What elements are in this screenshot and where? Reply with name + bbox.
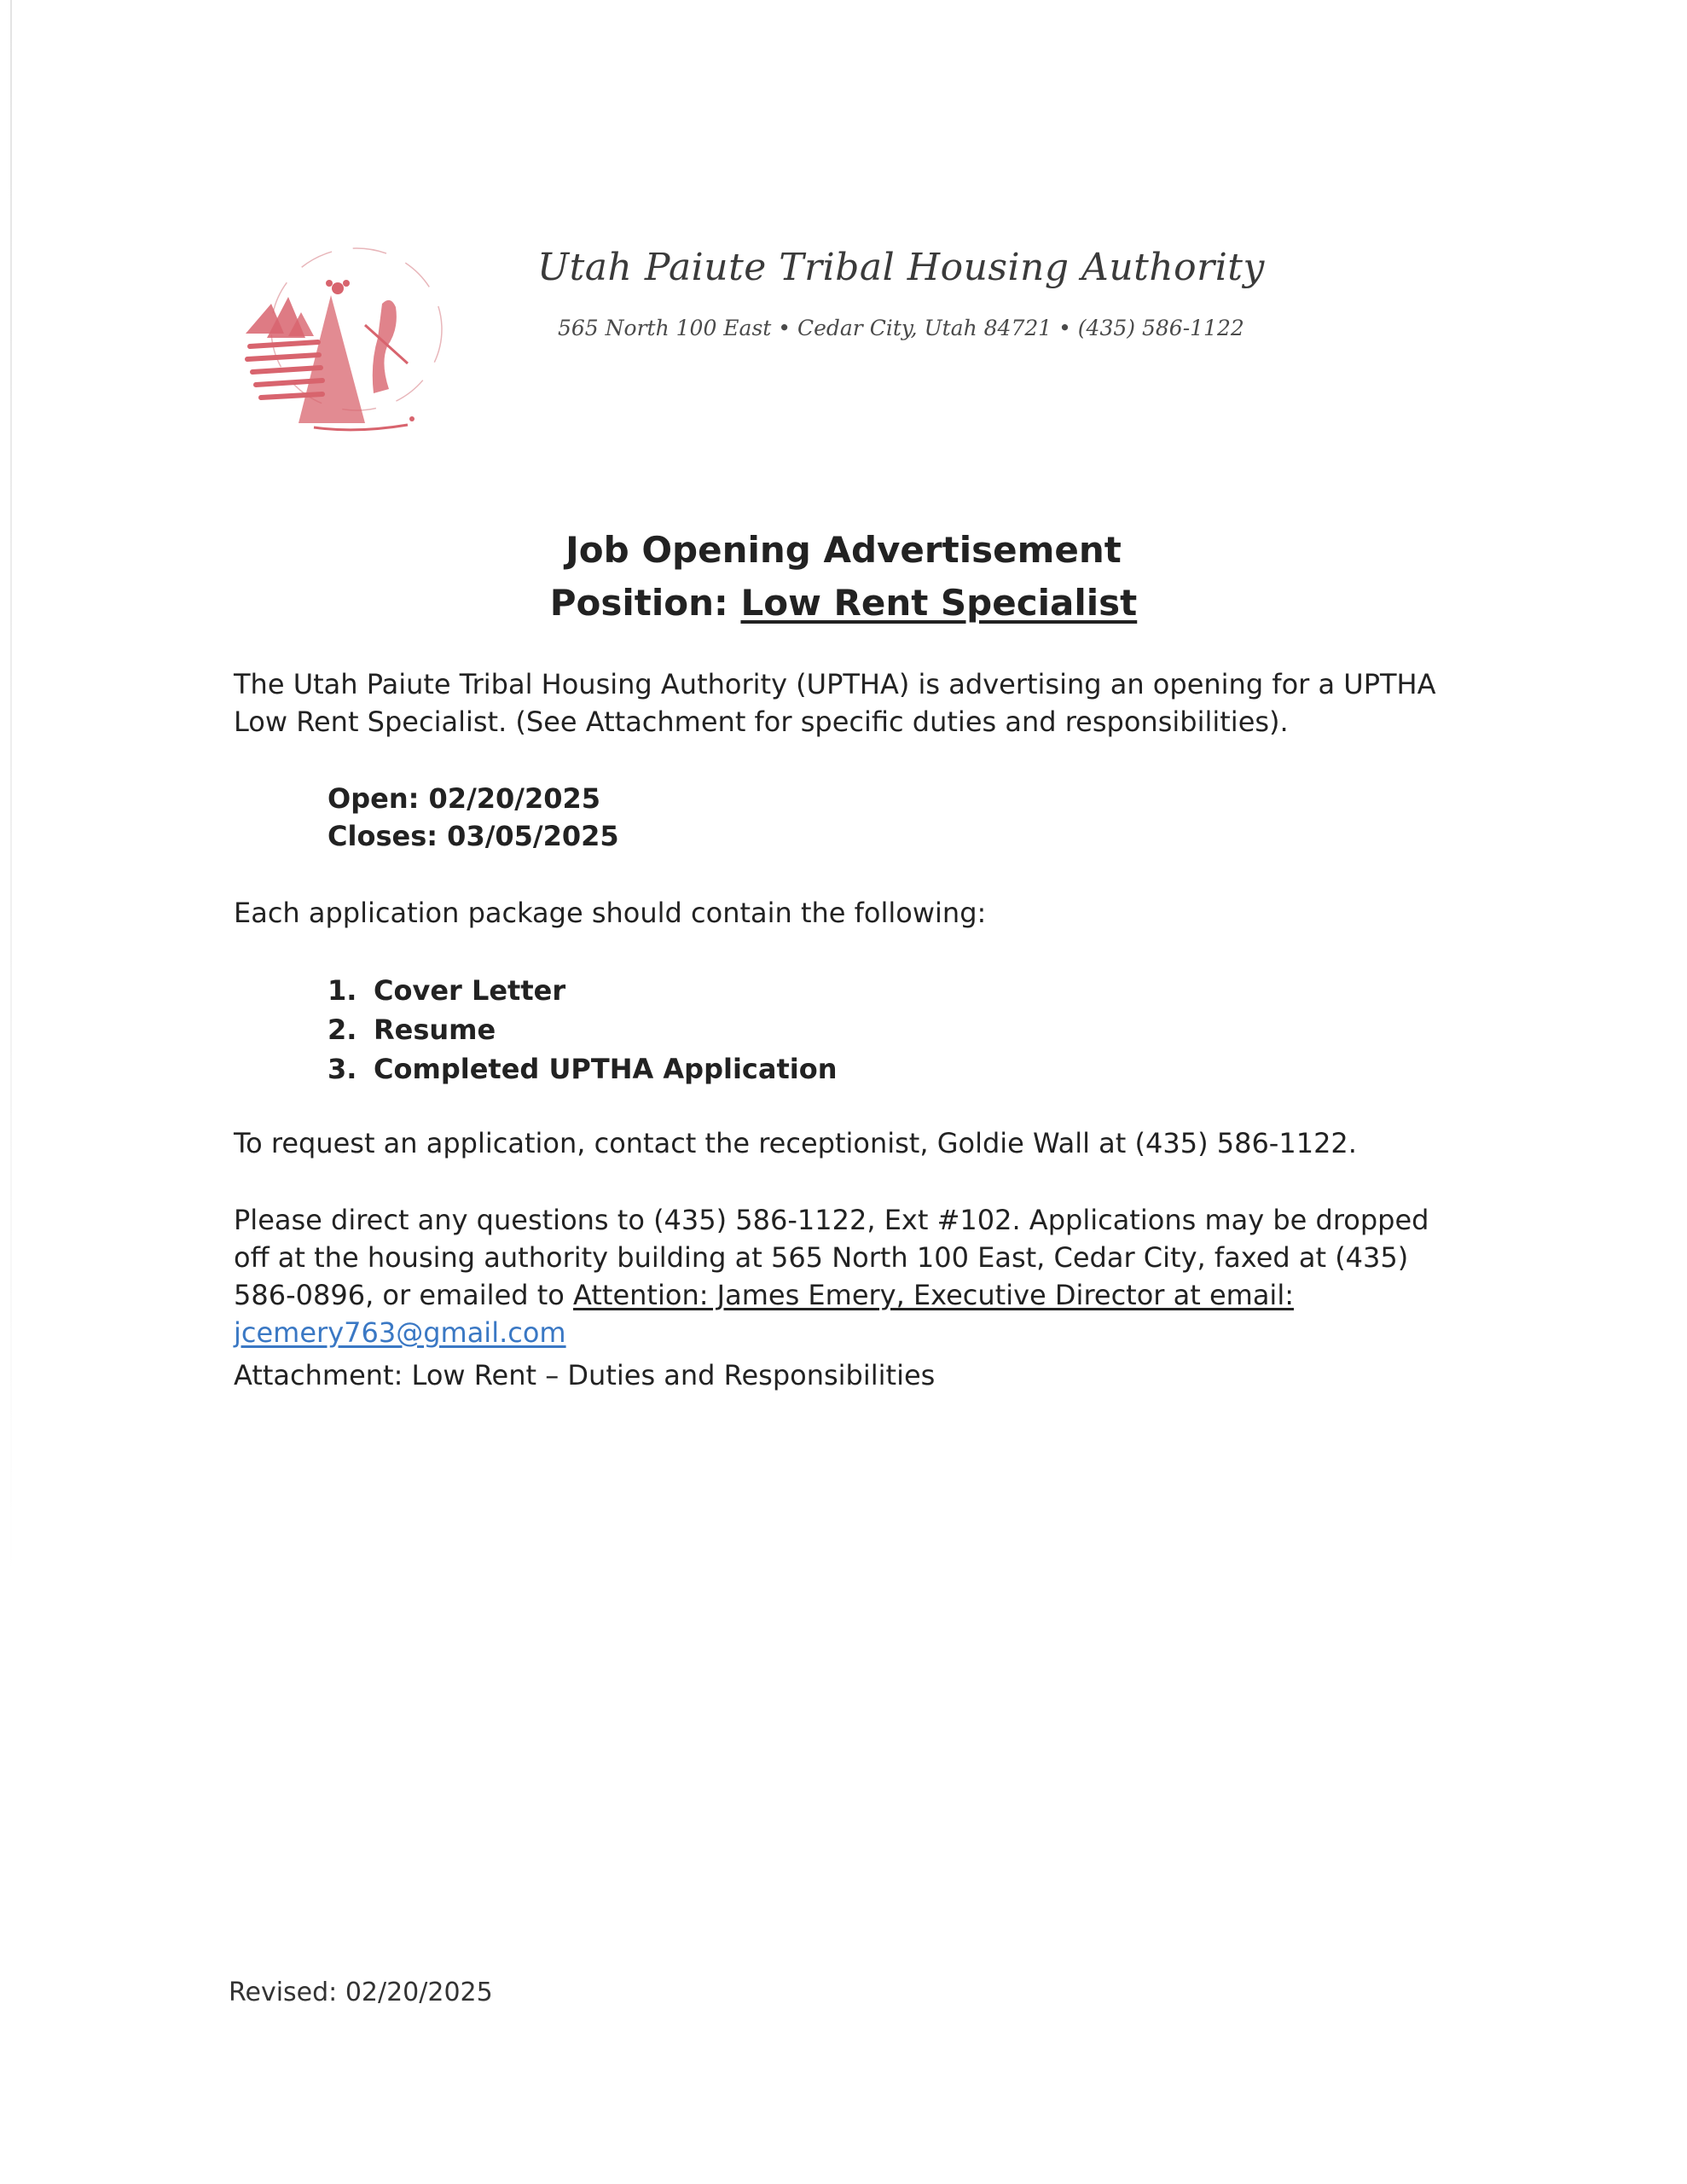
email-link[interactable]: jcemery763@gmail.com xyxy=(234,1316,566,1349)
list-item: 2. Resume xyxy=(328,1014,496,1046)
scan-edge-line xyxy=(10,0,12,1578)
close-date: Closes: 03/05/2025 xyxy=(328,820,619,852)
requirements-list xyxy=(328,971,838,1089)
position-value: Low Rent Specialist xyxy=(740,582,1138,624)
questions-paragraph xyxy=(234,1201,1445,1351)
package-intro: Each application package should contain the following: xyxy=(234,897,987,929)
questions-text: Please direct any questions to (435) 586-1122, Ext #102. Applications may be dropped off at the housing authority building at 565 North 100 East, Cedar City, faxed at (435) 586-0896, or emailed to xyxy=(234,1204,1429,1311)
organization-name: Utah Paiute Tribal Housing Authority xyxy=(537,246,1265,289)
revised-date: Revised: 02/20/2025 xyxy=(229,1978,493,2007)
request-paragraph: To request an application, contact the receptionist, Goldie Wall at (435) 586-1122. xyxy=(234,1127,1357,1159)
open-date: Open: 02/20/2025 xyxy=(328,782,601,815)
tribal-emblem-icon xyxy=(237,244,447,440)
attachment-line: Attachment: Low Rent – Duties and Responsibilities xyxy=(234,1359,936,1391)
dates-block xyxy=(328,780,619,855)
attention-line: Attention: James Emery, Executive Director at email: xyxy=(573,1279,1294,1311)
document-title: Job Opening Advertisement xyxy=(565,529,1122,571)
position-heading xyxy=(0,582,1687,624)
list-item: 1. Cover Letter xyxy=(328,974,566,1007)
list-item: 3. Completed UPTHA Application xyxy=(328,1053,838,1085)
organization-address: 565 North 100 East • Cedar City, Utah 84721 • (435) 586-1122 xyxy=(558,316,1244,340)
intro-paragraph: The Utah Paiute Tribal Housing Authority (UPTHA) is advertising an opening for a UPTHA Low Rent Specialist. (See Attachment for specific duties and responsibilities). xyxy=(234,668,1436,738)
position-label: Position: xyxy=(549,582,741,624)
